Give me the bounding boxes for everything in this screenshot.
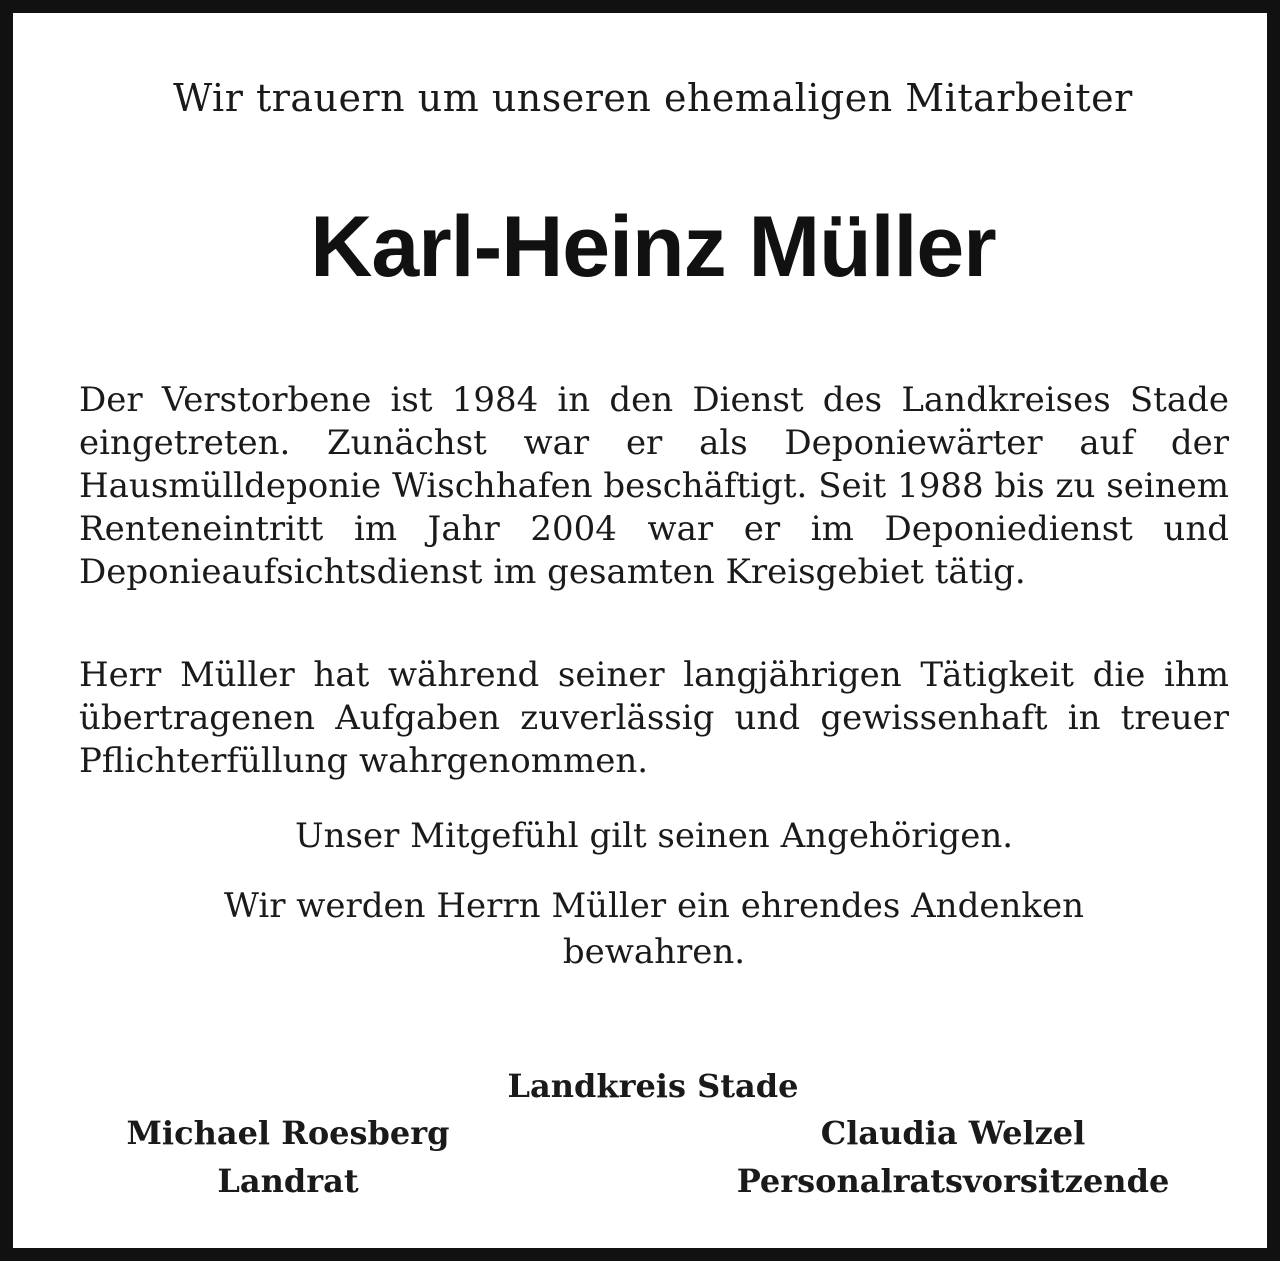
deceased-name: Karl-Heinz Müller	[310, 199, 996, 295]
remembrance-text	[79, 883, 1229, 975]
signature-right-title: Personalratsvorsitzende	[736, 1162, 1170, 1200]
signature-left-title: Landrat	[217, 1162, 359, 1200]
remembrance-line-2: bewahren.	[562, 932, 746, 972]
intro-line: Wir trauern um unseren ehemaligen Mitarbeiter	[173, 76, 1133, 120]
paragraph-career: Der Verstorbene ist 1984 in den Dienst des Landkreises Stade eingetreten. Zunächst war er als Deponiewärter auf der Hausmülldeponie Wischhafen beschäftigt. Seit 1988 bis zu seinem Renteneintritt im Jahr 2004 war er im Deponiedienst und Deponieaufsichtsdienst im gesamten Kreisgebiet tätig.	[79, 380, 1229, 592]
signature-organization: Landkreis Stade	[507, 1067, 799, 1105]
signature-right-name: Claudia Welzel	[820, 1114, 1086, 1152]
paragraph-tribute: Herr Müller hat während seiner langjährigen Tätigkeit die ihm übertragenen Aufgaben zuverlässig und gewissenhaft in treuer Pflichterfüllung wahrgenommen.	[79, 655, 1229, 781]
condolence-line: Unser Mitgefühl gilt seinen Angehörigen.	[294, 816, 1014, 856]
remembrance-line-1: Wir werden Herrn Müller ein ehrendes Andenken	[224, 886, 1084, 926]
signature-left-name: Michael Roesberg	[126, 1114, 450, 1152]
